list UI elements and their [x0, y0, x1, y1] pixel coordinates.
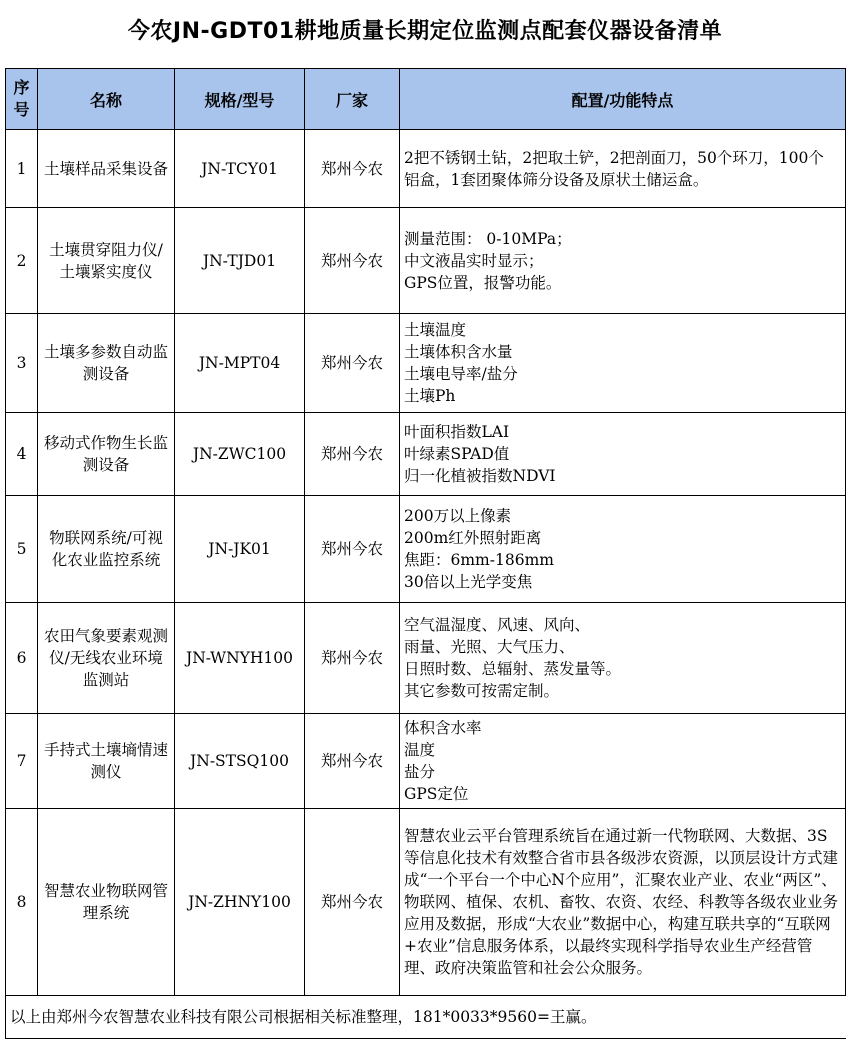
page-title: 今农JN-GDT01耕地质量长期定位监测点配套仪器设备清单	[127, 19, 723, 44]
feature-line: 200万以上像素	[404, 507, 512, 525]
row-maker: 郑州今农	[305, 413, 400, 496]
row-features	[400, 314, 846, 413]
table-row	[6, 809, 846, 996]
header-name: 名称	[38, 69, 175, 130]
row-maker: 郑州今农	[305, 603, 400, 714]
feature-line: 体积含水率	[404, 719, 482, 737]
feature-line: 日照时数、总辐射、蒸发量等。	[404, 660, 622, 678]
header-maker: 厂家	[305, 69, 400, 130]
row-maker: 郑州今农	[305, 809, 400, 996]
row-features	[400, 208, 846, 314]
feature-line: GPS定位	[404, 785, 469, 803]
feature-line: 盐分	[404, 763, 436, 781]
feature-line: 雨量、光照、大气压力、	[404, 638, 575, 656]
table-row	[6, 208, 846, 314]
row-seq: 6	[6, 603, 38, 714]
feature-line: 空气温湿度、风速、风向、	[404, 616, 591, 634]
row-model: JN-WNYH100	[175, 603, 305, 714]
row-model: JN-STSQ100	[175, 714, 305, 809]
equipment-table	[5, 68, 846, 1039]
row-name: 物联网系统/可视化农业监控系统	[38, 496, 175, 603]
row-features	[400, 413, 846, 496]
feature-line: 其它参数可按需定制。	[404, 682, 560, 700]
row-model: JN-JK01	[175, 496, 305, 603]
row-model: JN-MPT04	[175, 314, 305, 413]
row-maker: 郑州今农	[305, 208, 400, 314]
feature-line: 叶绿素SPAD值	[404, 445, 510, 463]
row-maker: 郑州今农	[305, 714, 400, 809]
feature-line: 焦距：6mm-186mm	[404, 551, 554, 569]
row-seq: 8	[6, 809, 38, 996]
row-name: 土壤样品采集设备	[38, 130, 175, 208]
row-name: 移动式作物生长监测设备	[38, 413, 175, 496]
row-name: 土壤多参数自动监测设备	[38, 314, 175, 413]
feature-line: 智慧农业云平台管理系统旨在通过新一代物联网、大数据、3S等信息化技术有效整合省市县各级涉农资源，以顶层设计方式建成“一个平台一个中心N个应用”，汇聚农业产业、农业“两区”、物联网、植保、农机、畜牧、农资、农经、科教等各级农业业务应用及数据，形成“大农业”数据中心，构建互联共享的“互联网+农业”信息服务体系，以最终实现科学指导农业生产经营管理、政府决策监管和社会公众服务。	[404, 827, 839, 977]
feature-line: 归一化植被指数NDVI	[404, 467, 556, 485]
header-seq: 序号	[6, 69, 38, 130]
table-row	[6, 413, 846, 496]
row-name: 手持式土壤墒情速测仪	[38, 714, 175, 809]
feature-line: 测量范围： 0-10MPa；	[404, 229, 572, 248]
row-seq: 5	[6, 496, 38, 603]
feature-line: 土壤Ph	[404, 387, 456, 405]
row-features	[400, 130, 846, 208]
row-seq: 1	[6, 130, 38, 208]
row-features	[400, 603, 846, 714]
table-row	[6, 130, 846, 208]
feature-line: 土壤体积含水量	[404, 343, 513, 361]
table-row	[6, 314, 846, 413]
row-model: JN-ZHNY100	[175, 809, 305, 996]
row-features	[400, 714, 846, 809]
row-maker: 郑州今农	[305, 130, 400, 208]
feature-line: 2把不锈钢土钻，2把取土铲，2把剖面刀，50个环刀，100个铝盒，1套团聚体筛分设备及原状土储运盒。	[404, 148, 824, 189]
feature-line: 叶面积指数LAI	[404, 423, 510, 441]
row-features	[400, 496, 846, 603]
row-model: JN-TJD01	[175, 208, 305, 314]
row-seq: 2	[6, 208, 38, 314]
feature-line: GPS位置，报警功能。	[404, 273, 562, 292]
row-seq: 4	[6, 413, 38, 496]
row-model: JN-ZWC100	[175, 413, 305, 496]
footer-note: 以上由郑州今农智慧农业科技有限公司根据相关标准整理，181*0033*9560=王赢。	[6, 996, 846, 1039]
feature-line: 30倍以上光学变焦	[404, 573, 533, 591]
table-row	[6, 714, 846, 809]
row-model: JN-TCY01	[175, 130, 305, 208]
table-header-row	[6, 69, 846, 130]
row-seq: 7	[6, 714, 38, 809]
row-maker: 郑州今农	[305, 314, 400, 413]
row-name: 土壤贯穿阻力仪/土壤紧实度仪	[38, 208, 175, 314]
table-row	[6, 496, 846, 603]
row-seq: 3	[6, 314, 38, 413]
feature-line: 土壤温度	[404, 321, 467, 339]
table-row	[6, 603, 846, 714]
row-name: 智慧农业物联网管理系统	[38, 809, 175, 996]
feature-line: 温度	[404, 741, 436, 759]
row-features	[400, 809, 846, 996]
header-model: 规格/型号	[175, 69, 305, 130]
row-maker: 郑州今农	[305, 496, 400, 603]
feature-line: 土壤电导率/盐分	[404, 365, 518, 383]
header-features: 配置/功能特点	[400, 69, 846, 130]
feature-line: 中文液晶实时显示；	[404, 251, 544, 270]
row-name: 农田气象要素观测仪/无线农业环境监测站	[38, 603, 175, 714]
footer-row	[6, 996, 846, 1039]
feature-line: 200m红外照射距离	[404, 529, 542, 547]
